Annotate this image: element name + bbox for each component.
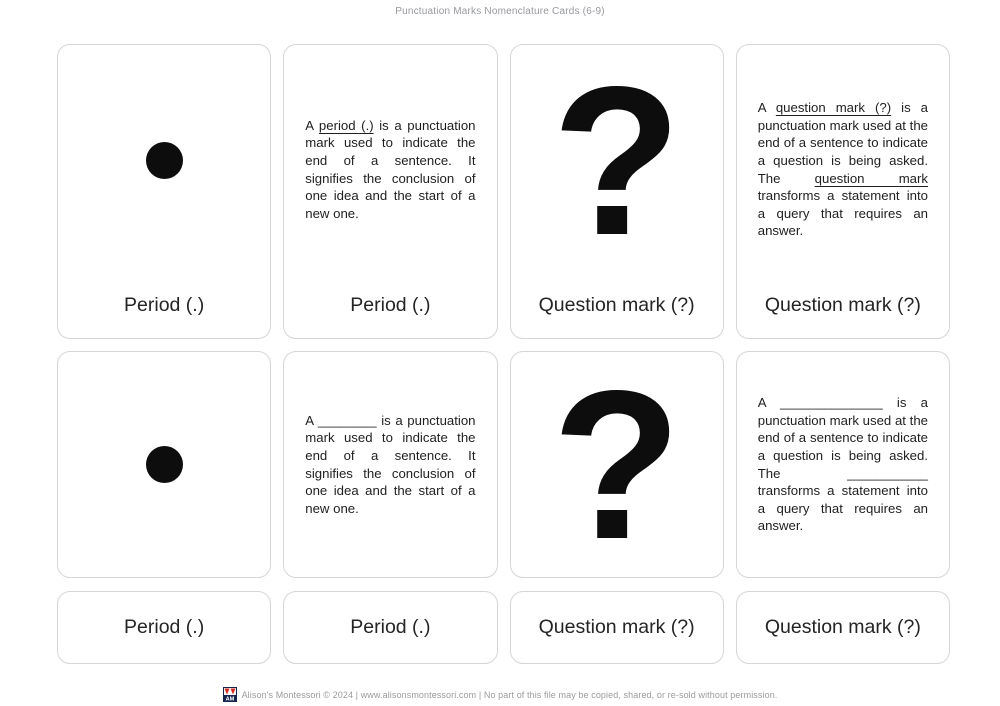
label-text: Question mark (?) bbox=[764, 616, 921, 638]
card-text-area bbox=[737, 45, 949, 294]
card-text-area bbox=[284, 352, 496, 577]
question-definition-text: A question mark (?) is a punctuation mark used at the end of a sentence to indicate a question is being asked. The question mark transforms a statement into a query that requires an answer. bbox=[757, 100, 928, 239]
question-mark-icon: ? bbox=[551, 351, 682, 578]
card-symbol-area bbox=[58, 352, 270, 577]
card-question-definition-labeled bbox=[736, 44, 950, 339]
label-text: Period (.) bbox=[350, 616, 431, 638]
period-dot-icon bbox=[146, 142, 183, 179]
card-question-symbol-labeled bbox=[510, 44, 724, 339]
card-text-area bbox=[737, 352, 949, 577]
card-row-2 bbox=[57, 351, 950, 578]
card-period-symbol-labeled bbox=[57, 44, 271, 339]
card-label: Question mark (?) bbox=[538, 294, 695, 316]
alisons-montessori-logo-icon bbox=[223, 687, 237, 702]
question-mark-icon: ? bbox=[551, 44, 682, 279]
label-card-period-2 bbox=[283, 591, 497, 664]
footer bbox=[0, 687, 1000, 702]
card-symbol-area bbox=[58, 45, 270, 294]
page-title: Punctuation Marks Nomenclature Cards (6-9) bbox=[395, 6, 605, 17]
card-label: Period (.) bbox=[350, 294, 431, 316]
card-row-1 bbox=[57, 44, 950, 339]
card-label: Question mark (?) bbox=[764, 294, 921, 316]
label-text: Period (.) bbox=[124, 616, 205, 638]
card-period-definition-labeled bbox=[283, 44, 497, 339]
card-period-symbol-unlabeled bbox=[57, 351, 271, 578]
question-definition-blank-text: A ______________ is a punctuation mark used at the end of a sentence to indicate a question is being asked. The ___________ transforms a statement into a query that requires an answer. bbox=[757, 395, 928, 534]
label-text: Question mark (?) bbox=[538, 616, 695, 638]
label-card-period-1 bbox=[57, 591, 271, 664]
period-definition-blank-text: A ________ is a punctuation mark used to indicate the end of a sentence. It signifies the conclusion of one idea and the start of a new one. bbox=[305, 412, 476, 516]
card-period-definition-blank bbox=[283, 351, 497, 578]
card-row-3 bbox=[57, 591, 950, 664]
card-symbol-area bbox=[511, 45, 723, 294]
label-card-question-1 bbox=[510, 591, 724, 664]
card-label: Period (.) bbox=[124, 294, 205, 316]
card-sheet bbox=[57, 44, 950, 664]
svg-text:AM: AM bbox=[225, 696, 234, 702]
card-question-symbol-unlabeled bbox=[510, 351, 724, 578]
label-card-question-2 bbox=[736, 591, 950, 664]
card-question-definition-blank bbox=[736, 351, 950, 578]
card-text-area bbox=[284, 45, 496, 294]
period-dot-icon bbox=[146, 446, 183, 483]
card-symbol-area bbox=[511, 352, 723, 577]
period-definition-text: A period (.) is a punctuation mark used to indicate the end of a sentence. It signifies the conclusion of one idea and the start of a new one. bbox=[305, 117, 476, 221]
footer-copyright-text: Alison's Montessori © 2024 | www.alisonsmontessori.com | No part of this file may be copied, shared, or re-sold without permission. bbox=[241, 689, 778, 700]
